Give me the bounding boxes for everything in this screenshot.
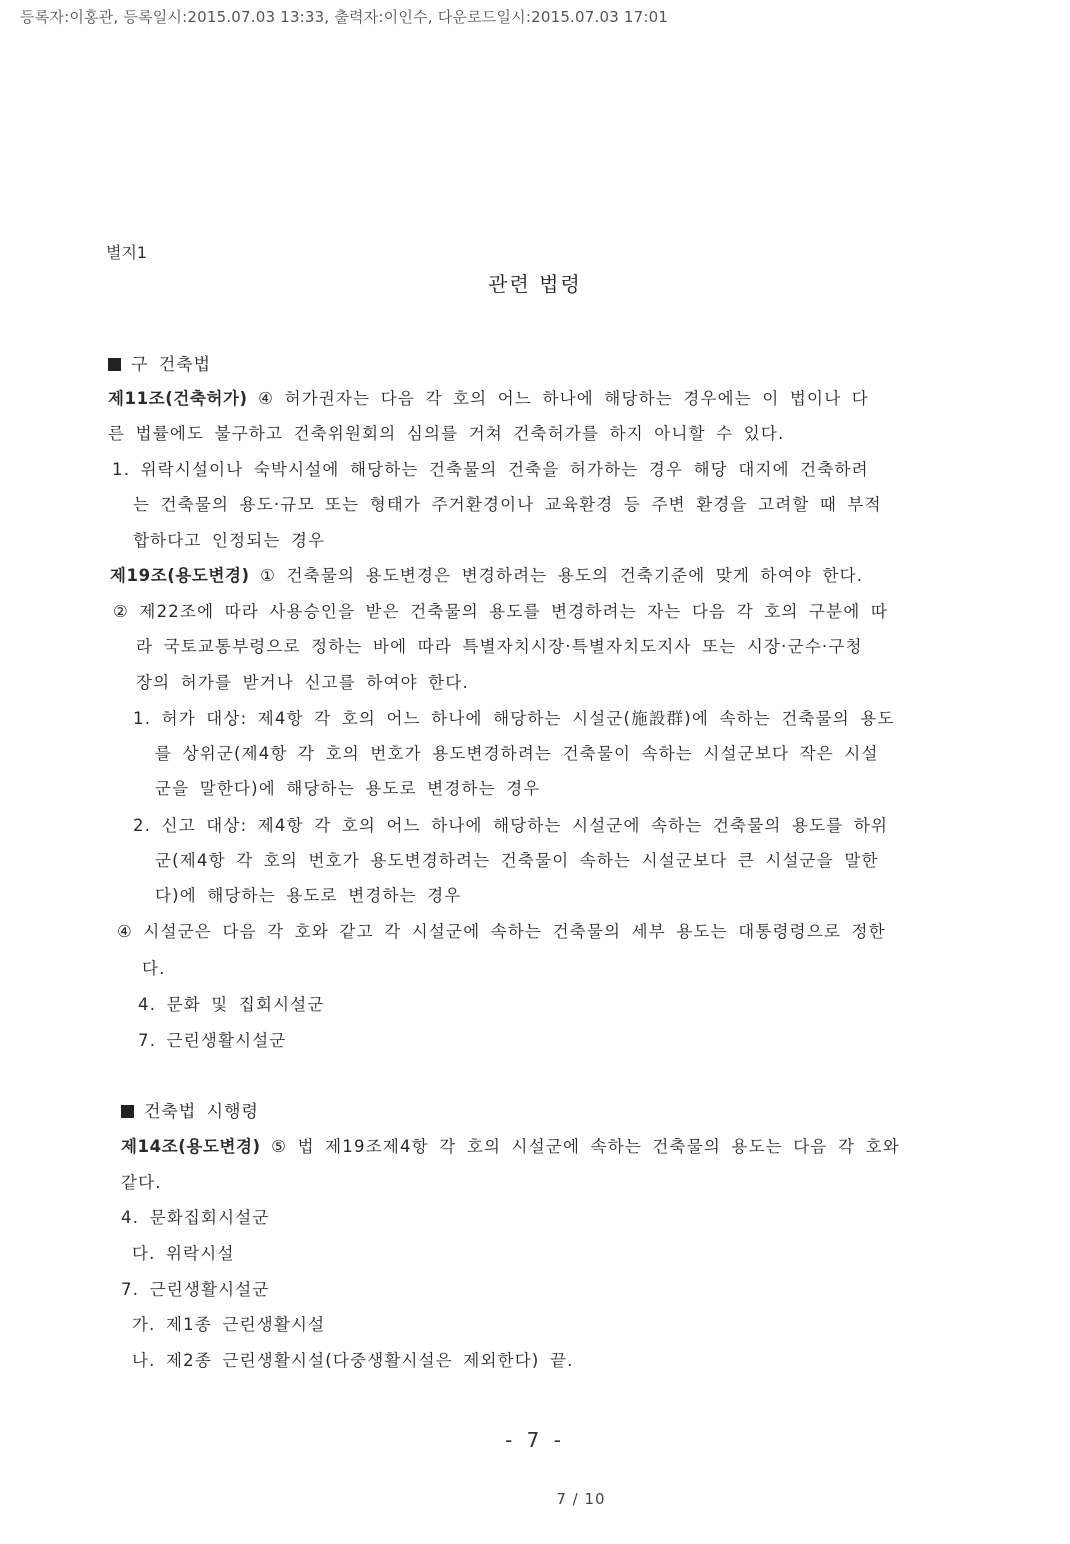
article-11-item-1-line-3: 합하다고 인정되는 경우 [133,531,326,550]
attachment-label: 별지1 [106,243,148,262]
article-11-text: ④ 허가권자는 다음 각 호의 어느 하나에 해당하는 경우에는 이 법이나 다 [258,389,869,408]
article-14-line-1 [121,1133,900,1157]
article-19-text: ① 건축물의 용도변경은 변경하려는 용도의 건축기준에 맞게 하여야 한다. [260,566,864,585]
section-heading-enforcement-decree [121,1097,259,1122]
article-19-item-2-line-3: 다)에 해당하는 용도로 변경하는 경우 [155,886,462,905]
section-heading-building-act [108,350,211,375]
article-19-para-2-line-1: ② 제22조에 따라 사용승인을 받은 건축물의 용도를 변경하려는 자는 다음 각 호의 구분에 따 [113,602,889,621]
article-11-label: 제11조(건축허가) [108,389,248,408]
section-heading-text: 구 건축법 [131,355,212,375]
article-19-item-1-line-2: 를 상위군(제4항 각 호의 번호가 용도변경하려는 건축물이 속하는 시설군보다 작은 시설 [155,744,879,763]
article-11-item-1-line-1: 1. 위락시설이나 숙박시설에 해당하는 건축물의 건축을 허가하는 경우 해당 대지에 건축하려 [112,460,869,479]
article-19-para-2-line-3: 장의 허가를 받거나 신고를 하여야 한다. [136,673,469,692]
article-19-para-4-line-1: ④ 시설군은 다음 각 호와 같고 각 시설군에 속하는 건축물의 세부 용도는 대통령령으로 정한 [117,922,886,941]
article-19-line-1 [110,562,863,586]
page-number: - 7 - [505,1428,565,1452]
article-19-item-2-line-2: 군(제4항 각 호의 번호가 용도변경하려는 건축물이 속하는 시설군보다 큰 시설군을 말한 [155,851,879,870]
decree-item-7-sub-1: 가. 제1종 근린생활시설 [132,1315,326,1334]
article-19-para-4-line-2: 다. [142,959,166,978]
article-19-para-2-line-2: 라 국토교통부령으로 정하는 바에 따라 특별자치시장·특별자치도지사 또는 시장·군수·구청 [136,637,863,656]
article-19-label: 제19조(용도변경) [110,566,250,585]
article-19-item-1-line-3: 군을 말한다)에 해당하는 용도로 변경하는 경우 [155,779,541,798]
article-19-item-2-line-1: 2. 신고 대상: 제4항 각 호의 어느 하나에 해당하는 시설군에 속하는 건축물의 용도를 하위 [133,816,889,835]
article-14-text: ⑤ 법 제19조제4항 각 호의 시설군에 속하는 건축물의 용도는 다음 각 호와 [271,1137,900,1156]
section-heading-text: 건축법 시행령 [144,1102,259,1122]
article-11-line-2: 른 법률에도 불구하고 건축위원회의 심의를 거쳐 건축허가를 하지 아니할 수 있다. [108,424,785,443]
article-14-label: 제14조(용도변경) [121,1137,261,1156]
decree-item-4: 4. 문화집회시설군 [121,1208,270,1227]
print-header: 등록자:이홍관, 등록일시:2015.07.03 13:33, 출력자:이인수, 다운로드일시:2015.07.03 17:01 [20,8,669,26]
document-title: 관련 법령 [488,272,582,296]
article-19-para-4-item-4: 4. 문화 및 집회시설군 [138,995,325,1014]
square-bullet-icon [108,358,121,371]
decree-item-4-sub: 다. 위락시설 [132,1244,235,1263]
article-19-para-4-item-7: 7. 근린생활시설군 [138,1031,287,1050]
decree-item-7-sub-2: 나. 제2종 근린생활시설(다중생활시설은 제외한다) 끝. [132,1351,574,1370]
square-bullet-icon [121,1105,134,1118]
page-count: 7 / 10 [556,1490,606,1508]
article-14-line-2: 같다. [121,1173,162,1192]
article-19-item-1-line-1: 1. 허가 대상: 제4항 각 호의 어느 하나에 해당하는 시설군(施設群)에 속하는 건축물의 용도 [133,709,895,728]
article-11-line-1 [108,385,869,409]
decree-item-7: 7. 근린생활시설군 [121,1280,270,1299]
article-11-item-1-line-2: 는 건축물의 용도·규모 또는 형태가 주거환경이나 교육환경 등 주변 환경을 고려할 때 부적 [133,495,882,514]
